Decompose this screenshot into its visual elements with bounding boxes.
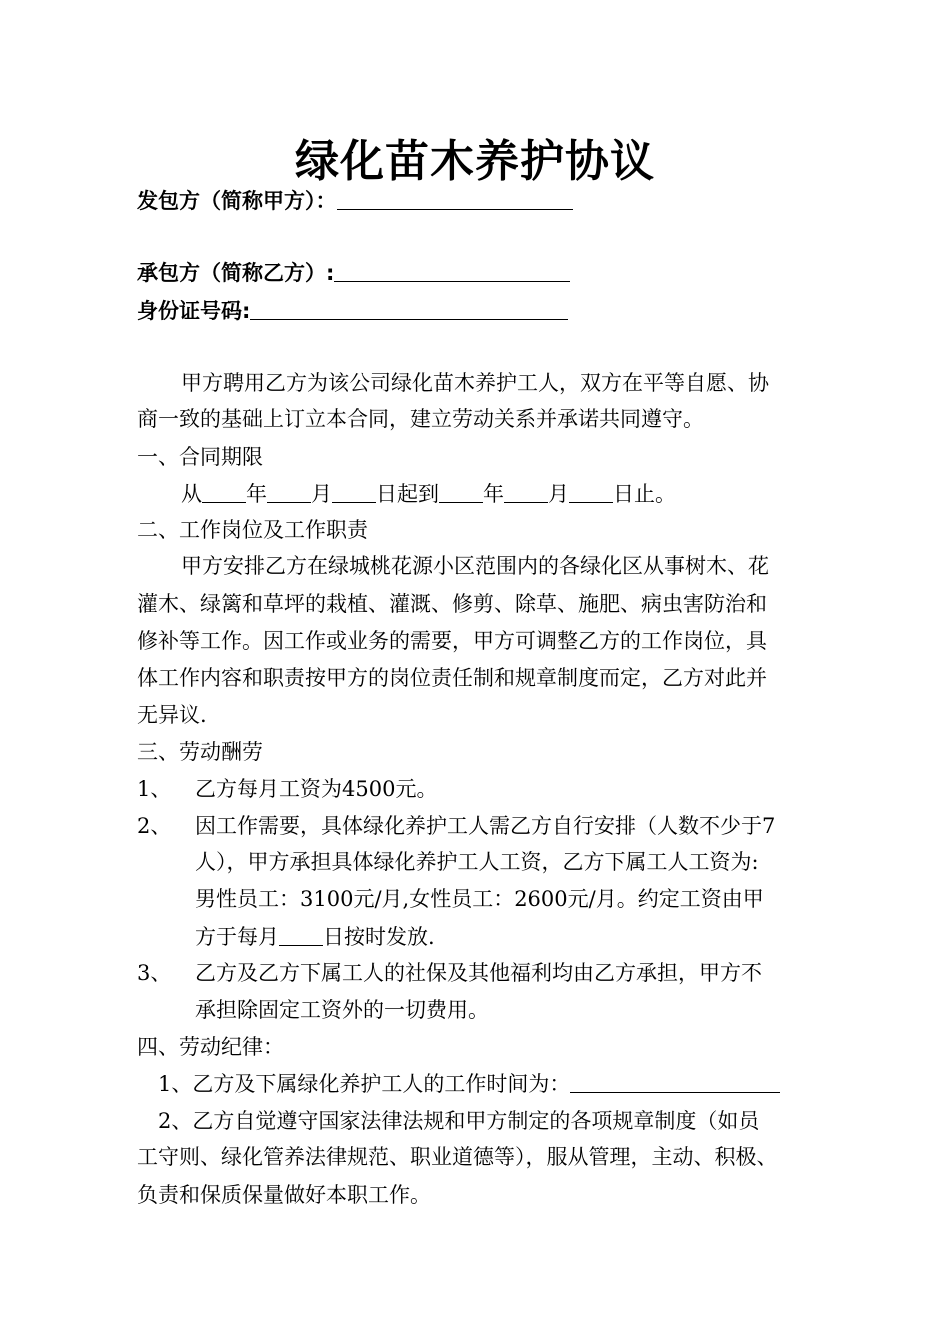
item-text: 因工作需要，具体绿化养护工人需乙方自行安排（人数不少于7 <box>195 814 776 838</box>
intro-line-2: 商一致的基础上订立本合同，建立劳动关系并承诺共同遵守。 <box>137 407 704 431</box>
intro-line-1: 甲方聘用乙方为该公司绿化苗木养护工人，双方在平等自愿、协 <box>181 371 769 395</box>
section4-line: 2、乙方自觉遵守国家法律法规和甲方制定的各项规章制度（如员 <box>158 1109 760 1133</box>
section2-line: 修补等工作。因工作或业务的需要，甲方可调整乙方的工作岗位，具 <box>137 629 767 653</box>
section1-heading: 一、合同期限 <box>137 445 263 469</box>
section2-heading: 二、工作岗位及工作职责 <box>137 518 368 542</box>
party-b-row <box>137 258 570 288</box>
item-number: 3、 <box>137 961 172 985</box>
document-title: 绿化苗木养护协议 <box>295 136 655 187</box>
party-a-row <box>137 186 573 216</box>
item-number: 1、 <box>137 777 172 801</box>
section4-heading: 四、劳动纪律： <box>137 1035 284 1059</box>
work-hours-blank <box>570 1072 780 1093</box>
item-text: 承担除固定工资外的一切费用。 <box>195 998 489 1022</box>
section2-line: 甲方安排乙方在绿城桃花源小区范围内的各绿化区从事树木、花 <box>181 554 769 578</box>
id-row <box>137 296 568 326</box>
item-text: 乙方每月工资为4500元。 <box>195 777 438 801</box>
pay-day-line: 方于每月 日按时发放. <box>195 925 435 949</box>
party-a-blank <box>337 187 573 210</box>
item-text: 男性员工：3100元/月,女性员工：2600元/月。约定工资由甲 <box>195 887 764 911</box>
contract-period-line: 从 年 月 日起到 年 月 日止。 <box>181 482 676 506</box>
party-b-blank <box>334 259 570 282</box>
section3-heading: 三、劳动酬劳 <box>137 740 263 764</box>
item-text: 乙方及乙方下属工人的社保及其他福利均由乙方承担，甲方不 <box>195 961 762 985</box>
party-b-label: 承包方（简称乙方）: <box>137 261 335 285</box>
section4-line: 工守则、绿化管养法律规范、职业道德等），服从管理，主动、积极、 <box>137 1145 778 1169</box>
id-label: 身份证号码: <box>137 299 251 323</box>
section2-line: 灌木、绿篱和草坪的栽植、灌溉、修剪、除草、施肥、病虫害防治和 <box>137 592 767 616</box>
id-blank <box>250 297 568 320</box>
work-hours-line: 1、乙方及下属绿化养护工人的工作时间为： <box>158 1069 780 1099</box>
item-text: 人），甲方承担具体绿化养护工人工资，乙方下属工人工资为: <box>195 850 759 874</box>
section4-line: 负责和保质保量做好本职工作。 <box>137 1183 431 1207</box>
item-number: 2、 <box>137 814 172 838</box>
section2-line: 无异议. <box>137 703 207 727</box>
party-a-label: 发包方（简称甲方）： <box>137 189 337 213</box>
section2-line: 体工作内容和职责按甲方的岗位责任制和规章制度而定，乙方对此并 <box>137 666 767 690</box>
